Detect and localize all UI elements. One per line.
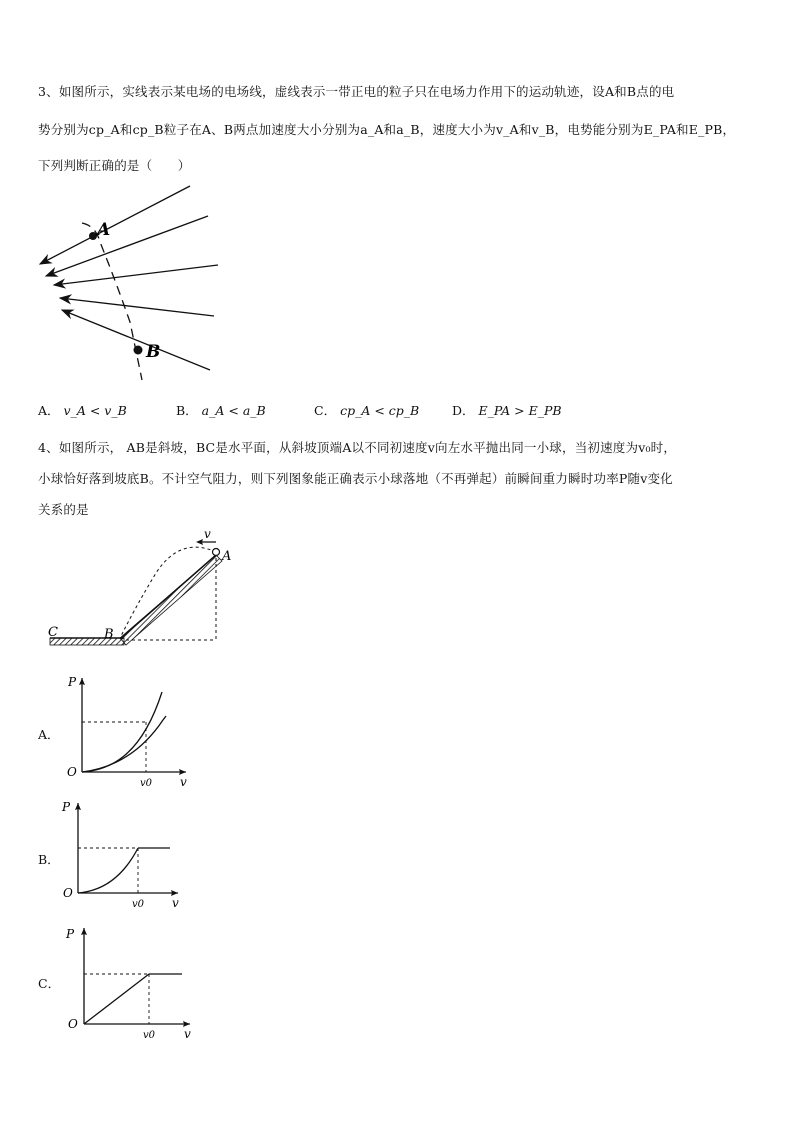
q3-line-1: 3、如图所示，实线表示某电场的电场线，虚线表示一带正电的粒子只在电场力作用下的运动轨迹，设A和B点的电 xyxy=(38,84,675,99)
q3-label-b: B xyxy=(146,342,161,362)
q3-option-c-text: cp_A < cp_B xyxy=(340,403,420,418)
q4-graph-a-origin: O xyxy=(67,765,77,779)
q4-graph-c xyxy=(62,922,202,1042)
q3-option-d-text: E_PA > E_PB xyxy=(478,403,562,418)
q4-option-a-label[interactable]: A． xyxy=(38,727,60,742)
q3-option-b[interactable] xyxy=(176,401,266,419)
q3-option-c-key: C． xyxy=(314,403,337,418)
q4-line-3: 关系的是 xyxy=(38,502,89,517)
q3-option-d-key: D． xyxy=(452,403,475,418)
q4-graph-c-origin: O xyxy=(68,1017,78,1031)
q4-graph-b-ylabel: P xyxy=(62,800,71,814)
q3-option-a-key: A． xyxy=(38,403,60,418)
q4-graph-c-xlabel: v xyxy=(184,1027,191,1041)
q3-option-d[interactable] xyxy=(452,401,562,419)
q4-graph-a xyxy=(62,672,197,790)
q3-option-b-key: B． xyxy=(176,403,198,418)
q3-option-c[interactable] xyxy=(314,401,419,419)
q3-label-a: A xyxy=(97,220,111,240)
q4-graph-c-ylabel: P xyxy=(66,927,75,941)
q4-graph-c-tick: v0 xyxy=(143,1030,156,1041)
q3-line-2: 势分别为cp_A和cp_B粒子在A、B两点加速度大小分别为a_A和a_B，速度大小为v_A和v_B，电势能分别为E_PA和E_PB， xyxy=(38,122,736,137)
q4-label-c: C xyxy=(48,625,58,640)
q4-graph-a-ylabel: P xyxy=(68,675,77,689)
q4-line-1: 4、如图所示， AB是斜坡，BC是水平面，从斜坡顶端A以不同初速度v向左水平抛出同一小球，当初速度为v₀时， xyxy=(38,440,677,455)
q4-graph-a-xlabel: v xyxy=(180,775,187,789)
q3-option-b-text: a_A < a_B xyxy=(201,403,266,418)
q4-graph-b-origin: O xyxy=(63,886,73,900)
q4-graph-b-tick: v0 xyxy=(132,899,145,910)
q3-field-figure xyxy=(30,182,230,387)
q4-option-c-label[interactable]: C． xyxy=(38,976,61,991)
q4-incline-figure xyxy=(40,528,250,653)
q4-graph-b xyxy=(58,797,193,912)
q3-line-3: 下列判断正确的是（ ） xyxy=(38,158,191,173)
q3-option-a[interactable] xyxy=(38,401,127,419)
q4-graph-b-xlabel: v xyxy=(172,896,179,910)
q3-option-a-text: v_A < v_B xyxy=(63,403,127,418)
q4-graph-a-tick: v0 xyxy=(140,778,153,789)
q4-option-b-label[interactable]: B． xyxy=(38,852,60,867)
q4-label-b: B xyxy=(104,627,114,642)
q4-label-v: v xyxy=(204,528,211,541)
q4-line-2: 小球恰好落到坡底B。不计空气阻力，则下列图象能正确表示小球落地（不再弹起）前瞬间重力瞬时功率P随v变化 xyxy=(38,471,673,486)
q4-label-a: A xyxy=(222,549,232,564)
